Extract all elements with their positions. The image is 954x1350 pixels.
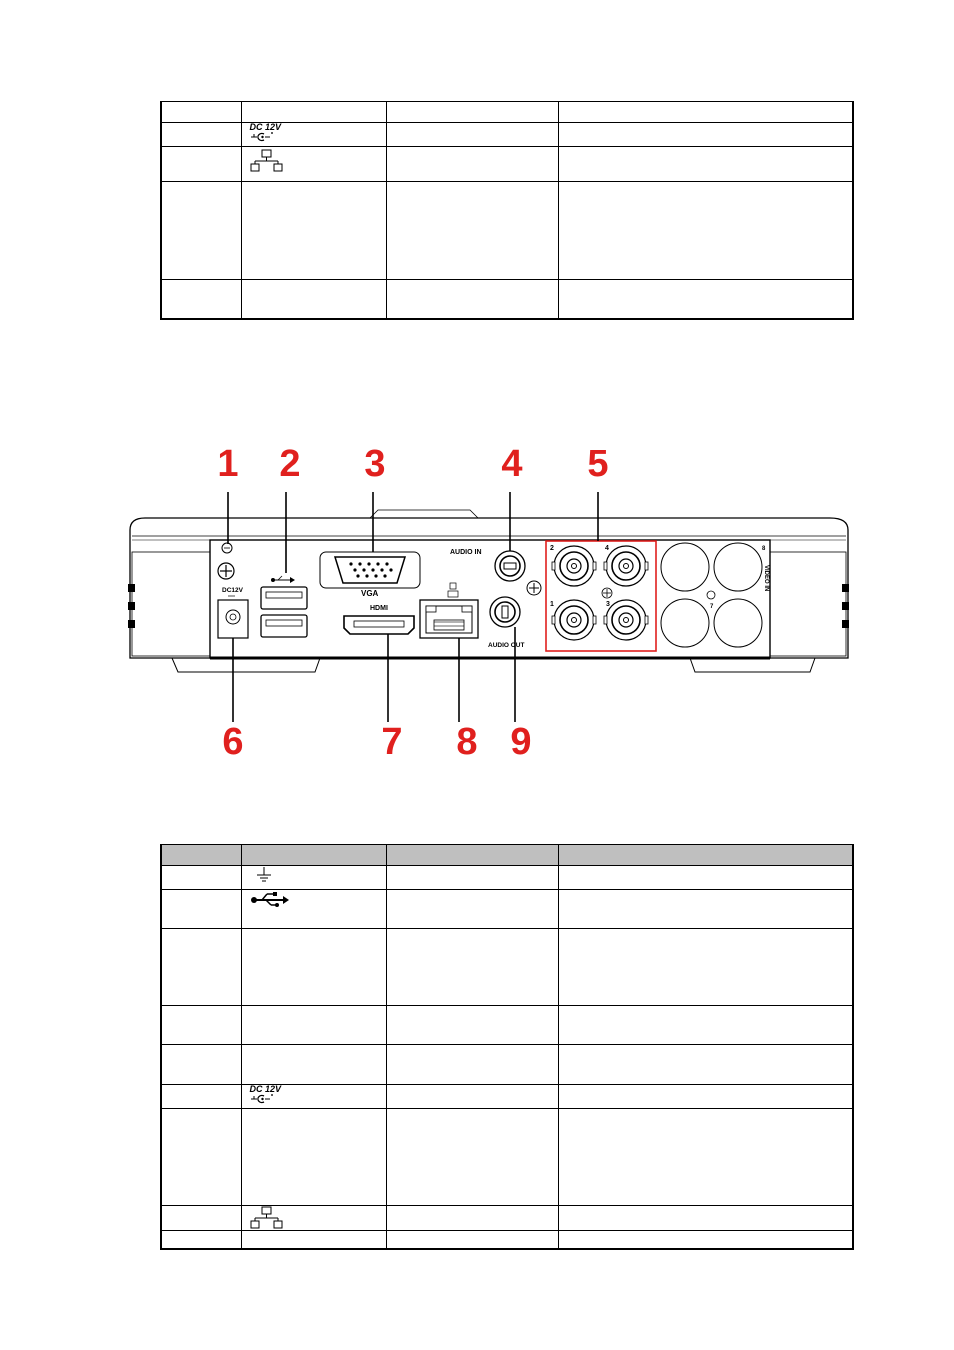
table-row xyxy=(161,1085,853,1109)
table-row xyxy=(161,890,853,929)
callout-number: 9 xyxy=(510,721,532,763)
audio-out-label: AUDIO OUT xyxy=(488,642,525,649)
callout-number: 5 xyxy=(587,443,609,485)
callout-number: 3 xyxy=(364,443,386,485)
callout-number: 4 xyxy=(501,443,523,485)
audio-in-label: AUDIO IN xyxy=(450,549,482,556)
video-in-label: VIDEO IN xyxy=(763,565,769,592)
callout-number: 2 xyxy=(279,443,301,485)
blank-number: 8 xyxy=(762,546,766,552)
bottom-spec-table xyxy=(160,844,854,1250)
network-icon xyxy=(250,149,386,173)
rear-panel-diagram xyxy=(120,440,860,765)
table-header-row xyxy=(161,845,853,866)
dc-12v-icon: DC 12V xyxy=(250,123,282,145)
table-row xyxy=(161,1231,853,1249)
callout-number: 7 xyxy=(381,721,403,763)
usb-icon xyxy=(250,892,386,908)
hdmi-label: HDMI xyxy=(370,605,388,612)
table-row xyxy=(161,1006,853,1045)
bnc-number: 1 xyxy=(550,601,554,608)
bnc-number: 2 xyxy=(550,545,554,552)
table-row xyxy=(161,1045,853,1085)
blank-number: 7 xyxy=(710,604,714,610)
bnc-number: 4 xyxy=(605,545,609,552)
callout-number: 8 xyxy=(456,721,478,763)
callout-number: 6 xyxy=(222,721,244,763)
ground-icon xyxy=(254,866,386,886)
table-row xyxy=(161,147,853,182)
callout-number: 1 xyxy=(217,443,239,485)
top-spec-table xyxy=(160,101,854,320)
table-row xyxy=(161,123,853,147)
dc-12v-icon: DC 12V xyxy=(250,1085,282,1107)
table-row xyxy=(161,280,853,319)
vga-label: VGA xyxy=(361,589,379,598)
table-row xyxy=(161,182,853,280)
bnc-number: 3 xyxy=(606,601,610,608)
table-header-row xyxy=(161,102,853,123)
table-row xyxy=(161,929,853,1006)
network-icon xyxy=(250,1206,386,1230)
dc-label: DC12V xyxy=(222,587,243,594)
table-row xyxy=(161,866,853,890)
table-row xyxy=(161,1109,853,1206)
table-row xyxy=(161,1206,853,1231)
